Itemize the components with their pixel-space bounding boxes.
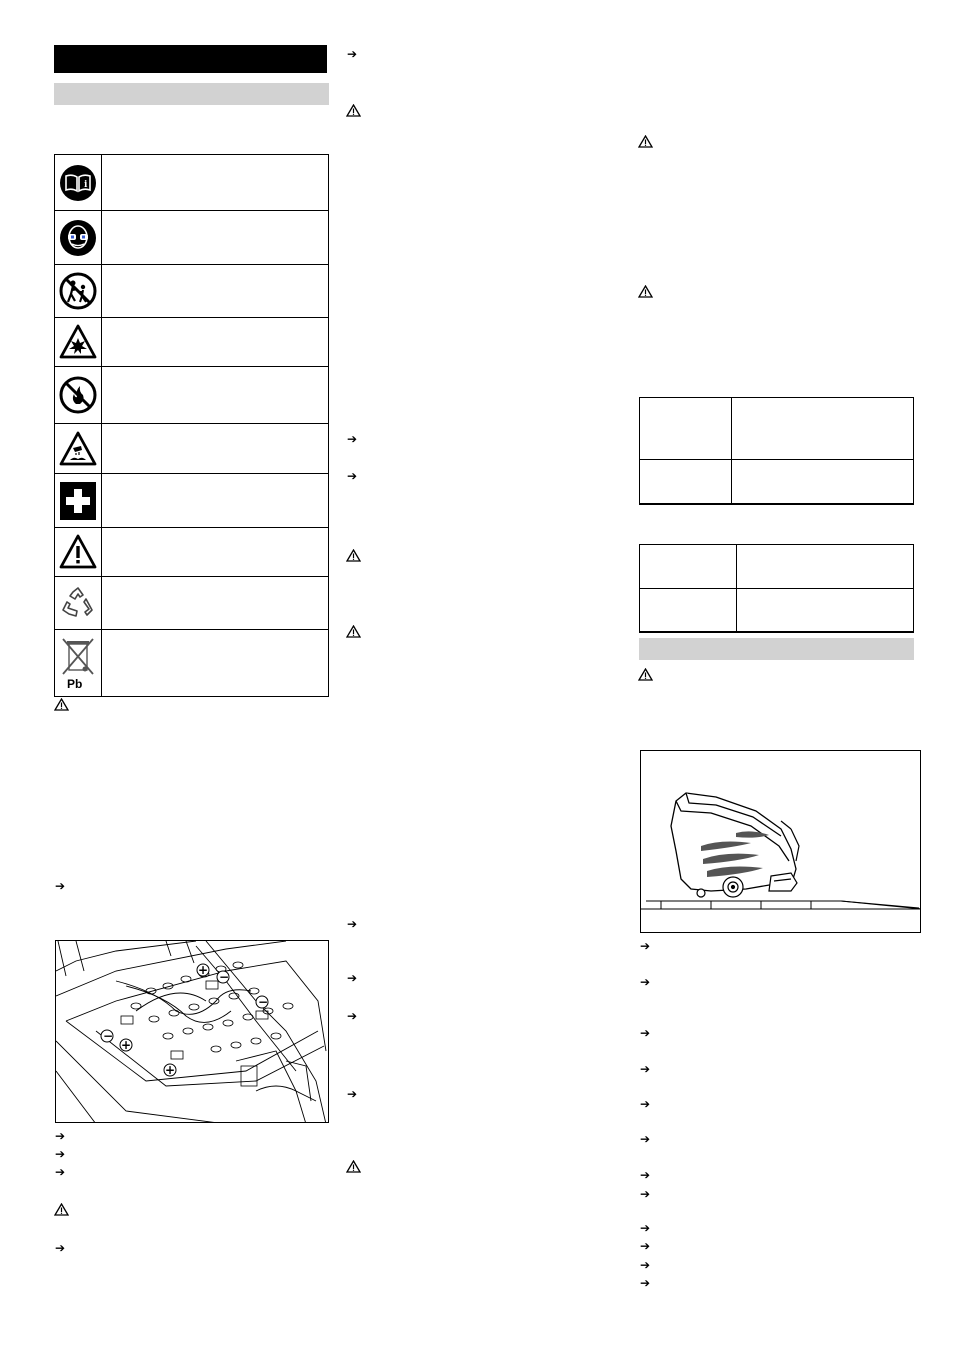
scrubber-machine-illustration — [641, 751, 921, 933]
arrow-icon: ➔ — [640, 1187, 651, 1201]
arrow-icon: ➔ — [347, 917, 358, 931]
warning-icon — [638, 285, 653, 298]
warning-icon — [346, 549, 361, 562]
maintenance-header-bar — [639, 638, 914, 660]
symbol-row — [55, 318, 328, 367]
table-row — [640, 460, 913, 504]
svg-text:+: + — [165, 1063, 176, 1077]
svg-text:+: + — [121, 1038, 132, 1052]
arrow-icon: ➔ — [640, 975, 651, 989]
symbol-row — [55, 155, 328, 211]
arrow-icon: ➔ — [640, 1097, 651, 1111]
svg-text:+: + — [198, 963, 209, 977]
battery-figure — [55, 940, 329, 1123]
symbol-row — [55, 211, 328, 265]
arrow-icon: ➔ — [347, 432, 358, 446]
svg-text:−: − — [103, 1029, 114, 1043]
svg-text:−: − — [219, 970, 230, 984]
spec-table-2 — [639, 544, 914, 633]
explosion-hazard-icon — [59, 324, 97, 360]
symbol-row — [55, 577, 328, 630]
warning-icon — [54, 698, 69, 711]
spec-table-1 — [639, 397, 914, 505]
table-row — [640, 589, 913, 632]
battery-illustration — [56, 941, 329, 1123]
warning-icon — [346, 1160, 361, 1173]
symbol-row — [55, 265, 328, 318]
safety-symbols-table — [54, 154, 329, 697]
acid-burn-hazard-icon — [59, 431, 97, 467]
subsection-header-bar — [54, 83, 329, 105]
warning-icon — [54, 1203, 69, 1216]
recycling-icon — [59, 584, 97, 622]
arrow-icon: ➔ — [640, 1132, 651, 1146]
arrow-icon: ➔ — [640, 1258, 651, 1272]
arrow-icon: ➔ — [55, 1129, 66, 1143]
arrow-icon: ➔ — [640, 939, 651, 953]
svg-text:i: i — [84, 179, 88, 190]
warning-icon — [638, 135, 653, 148]
symbol-row — [55, 424, 328, 474]
arrow-icon: ➔ — [347, 47, 358, 61]
no-fire-no-smoking-icon — [59, 376, 97, 414]
symbol-row — [55, 474, 328, 528]
symbol-row — [55, 630, 328, 696]
symbol-row — [55, 367, 328, 424]
svg-text:−: − — [258, 995, 269, 1009]
machine-ramp-figure — [640, 750, 921, 933]
eye-protection-icon — [59, 219, 97, 257]
symbol-row — [55, 528, 328, 577]
arrow-icon: ➔ — [55, 879, 66, 893]
table-row — [640, 398, 913, 460]
arrow-icon: ➔ — [347, 469, 358, 483]
arrow-icon: ➔ — [640, 1026, 651, 1040]
arrow-icon: ➔ — [640, 1239, 651, 1253]
svg-text:Pb: Pb — [67, 677, 83, 691]
arrow-icon: ➔ — [55, 1165, 66, 1179]
warning-icon — [346, 625, 361, 638]
first-aid-icon — [59, 481, 97, 521]
arrow-icon: ➔ — [640, 1276, 651, 1290]
read-manual-icon — [59, 164, 97, 202]
battery-disposal-icon — [58, 634, 98, 692]
section-header-bar — [54, 45, 327, 73]
general-warning-icon — [59, 534, 97, 570]
arrow-icon: ➔ — [55, 1147, 66, 1161]
arrow-icon: ➔ — [347, 1087, 358, 1101]
arrow-icon: ➔ — [640, 1168, 651, 1182]
arrow-icon: ➔ — [640, 1221, 651, 1235]
arrow-icon: ➔ — [347, 1009, 358, 1023]
arrow-icon: ➔ — [347, 971, 358, 985]
table-row — [640, 545, 913, 589]
arrow-icon: ➔ — [55, 1241, 66, 1255]
warning-icon — [638, 668, 653, 681]
arrow-icon: ➔ — [640, 1062, 651, 1076]
keep-children-away-icon — [59, 272, 97, 310]
warning-icon — [346, 104, 361, 117]
